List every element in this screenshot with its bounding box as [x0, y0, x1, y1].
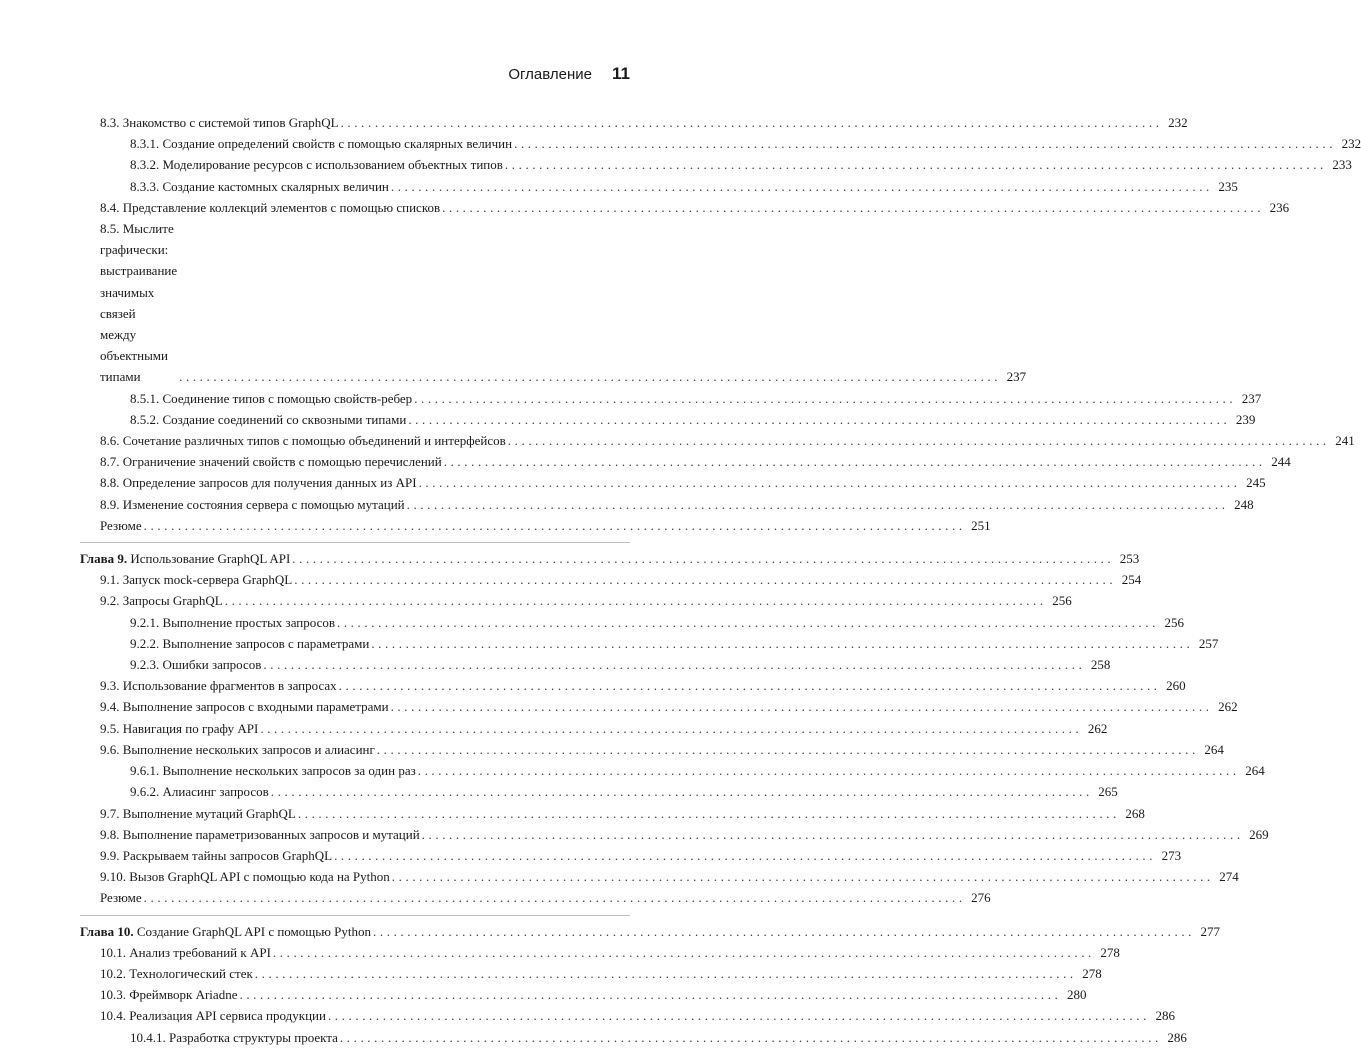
toc-entry: 9.8. Выполнение параметризованных запросов и мутаций ........................................................................................................................ 269	[100, 826, 1269, 842]
page-number: 11	[612, 64, 630, 83]
toc-entry: Резюме ........................................................................................................................ 251	[100, 517, 991, 533]
toc-entry: 8.8. Определение запросов для получения данных из API ........................................................................................................................ 245	[100, 475, 1266, 491]
toc-entry: 9.10. Вызов GraphQL API с помощью кода на Python ........................................................................................................................ 274	[100, 869, 1239, 885]
toc-chapter: Глава 9. Использование GraphQL API ........................................................................................................................ 253	[80, 551, 1140, 567]
toc-entry: 8.4. Представление коллекций элементов с помощью списков ........................................................................................................................ 236	[100, 199, 1290, 215]
toc-entry: 10.4.1. Разработка структуры проекта ........................................................................................................................ 286	[130, 1029, 1187, 1045]
toc-entry: 9.2.2. Выполнение запросов с параметрами ........................................................................................................................ 257	[130, 635, 1219, 651]
toc-entry: 9.4. Выполнение запросов с входными параметрами ........................................................................................................................ 262	[100, 699, 1238, 715]
toc-entry: 9.2. Запросы GraphQL ........................................................................................................................ 256	[100, 593, 1072, 609]
toc-entry: 9.1. Запуск mock-сервера GraphQL ........................................................................................................................ 254	[100, 572, 1142, 588]
toc-entry: 9.2.1. Выполнение простых запросов ........................................................................................................................ 256	[130, 614, 1184, 630]
toc-entry: 8.6. Сочетание различных типов с помощью объединений и интерфейсов ........................................................................................................................ 241	[100, 433, 1355, 449]
toc-entry: 8.3.2. Моделирование ресурсов с использованием объектных типов ........................................................................................................................ 233	[130, 157, 1352, 173]
toc-entry: 9.2.3. Ошибки запросов ........................................................................................................................ 258	[130, 657, 1111, 673]
toc-entry: 8.5. Мыслите графически: выстраивание значимых связей между объектными типами ........................................................................................................................ 237	[100, 221, 1027, 385]
running-title: Оглавление	[508, 66, 593, 83]
toc-entry: 10.4. Реализация API сервиса продукции ........................................................................................................................ 286	[100, 1008, 1175, 1024]
toc-entry: 8.5.1. Соединение типов с помощью свойств-ребер ........................................................................................................................ 237	[130, 390, 1262, 406]
toc-entry: 8.7. Ограничение значений свойств с помощью перечислений ........................................................................................................................ 244	[100, 454, 1291, 470]
section-divider	[80, 536, 630, 543]
page-header	[80, 64, 630, 86]
toc-entry: 8.3.1. Создание определений свойств с помощью скалярных величин ........................................................................................................................ 232	[130, 136, 1361, 152]
toc-entry: 9.9. Раскрываем тайны запросов GraphQL ........................................................................................................................ 273	[100, 847, 1182, 863]
toc-entry: 10.2. Технологический стек ........................................................................................................................ 278	[100, 965, 1102, 981]
toc-chapter: Глава 10. Создание GraphQL API с помощью Python ........................................................................................................................ 277	[80, 923, 1221, 939]
toc-entry: 8.9. Изменение состояния сервера с помощью мутаций ........................................................................................................................ 248	[100, 496, 1254, 512]
toc-entry: 9.6.1. Выполнение нескольких запросов за один раз ........................................................................................................................ 264	[130, 763, 1265, 779]
section-divider	[80, 909, 630, 916]
toc-entry: 10.3. Фреймворк Ariadne ........................................................................................................................ 280	[100, 987, 1087, 1003]
toc-entry: 9.3. Использование фрагментов в запросах ........................................................................................................................ 260	[100, 678, 1186, 694]
toc-entry: Резюме ........................................................................................................................ 276	[100, 890, 991, 906]
toc-entry: 9.6. Выполнение нескольких запросов и алиасинг ........................................................................................................................ 264	[100, 741, 1224, 757]
toc-entry: 8.3. Знакомство с системой типов GraphQL ........................................................................................................................ 232	[100, 115, 1188, 130]
toc-entry: 8.3.3. Создание кастомных скалярных величин ........................................................................................................................ 235	[130, 178, 1238, 194]
toc-entry: 8.5.2. Создание соединений со сквозными типами ........................................................................................................................ 239	[130, 411, 1256, 427]
table-of-contents	[80, 112, 1361, 1048]
toc-entry: 10.1. Анализ требований к API ........................................................................................................................ 278	[100, 944, 1120, 960]
toc-entry: 9.6.2. Алиасинг запросов ........................................................................................................................ 265	[130, 784, 1118, 800]
toc-entry: 9.5. Навигация по графу API ........................................................................................................................ 262	[100, 720, 1108, 736]
toc-entry: 9.7. Выполнение мутаций GraphQL ........................................................................................................................ 268	[100, 805, 1145, 821]
